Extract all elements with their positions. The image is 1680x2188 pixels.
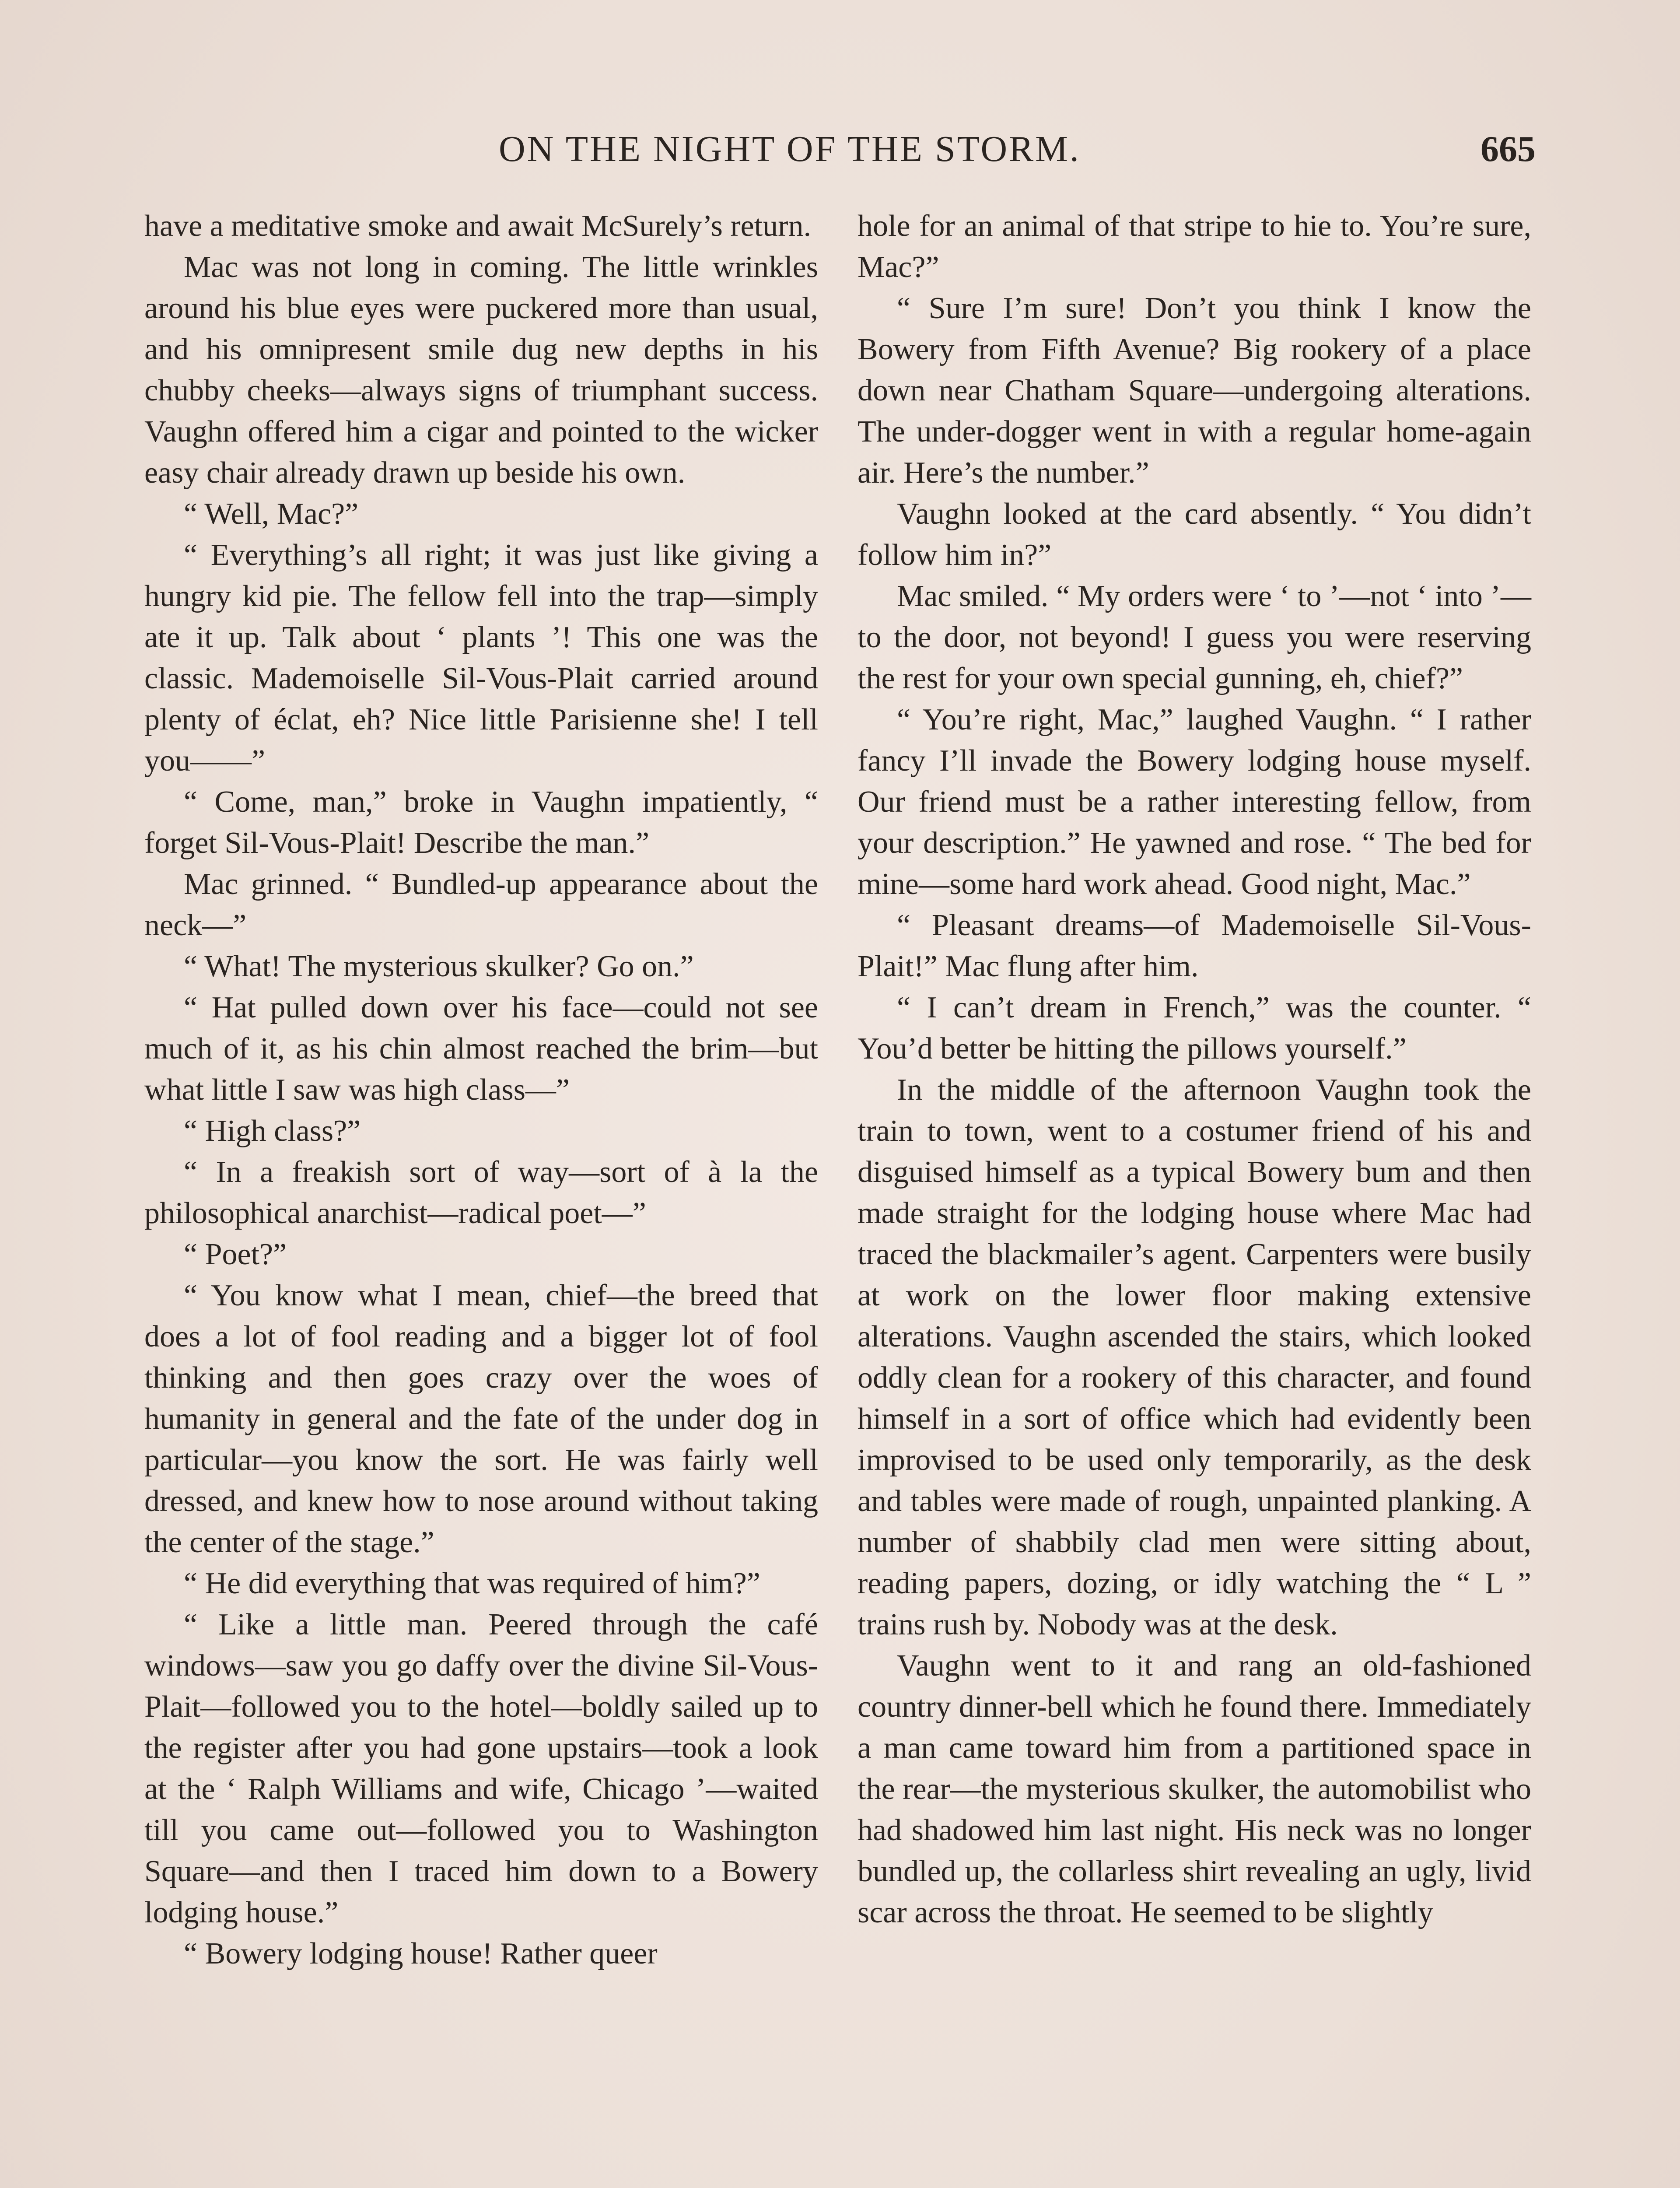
- paragraph: “ Hat pulled down over his face—could not see much of it, as his chin almost reached the brim—but what little I saw was high class—”: [144, 991, 818, 1107]
- paragraph: Mac was not long in coming. The little wrinkles around his blue eyes were puckered more than usual, and his omnipresent smile dug new depths in his chubby cheeks—always signs of triumphant success. Vaughn offered him a cigar and pointed to the wicker easy chair already drawn up beside his own.: [144, 250, 818, 490]
- paragraph: “ In a freakish sort of way—sort of à la the philosophical anarchist—radical poet—”: [144, 1155, 818, 1230]
- paragraph: “ You’re right, Mac,” laughed Vaughn. “ I rather fancy I’ll invade the Bowery lodging house myself. Our friend must be a rather interesting fellow, from your description.” He yawned and rose. “ The bed for mine—some hard work ahead. Good night, Mac.”: [858, 703, 1531, 901]
- paragraph: “ Like a little man. Peered through the café windows—saw you go daffy over the divine Sil-Vous-Plait—followed you to the hotel—boldly sailed up to the register after you had gone upstairs—took a look at the ‘ Ralph Williams and wife, Chicago ’—waited till you came out—followed you to Washington Square—and then I traced him down to a Bowery lodging house.”: [144, 1608, 818, 1929]
- paragraph: In the middle of the afternoon Vaughn took the train to town, went to a costumer friend of his and disguised himself as a typical Bowery bum and then made straight for the lodging house where Mac had traced the blackmailer’s agent. Carpenters were busily at work on the lower floor making extensive alterations. Vaughn ascended the stairs, which looked oddly clean for a rookery of this character, and found himself in a sort of office which had evidently been improvised to be used only temporarily, as the desk and tables were made of rough, unpainted planking. A number of shabbily clad men were sitting about, reading papers, dozing, or idly watching the “ L ” trains rush by. Nobody was at the desk.: [858, 1073, 1531, 1641]
- page-header: [144, 128, 1536, 180]
- paragraph: “ Poet?”: [184, 1238, 287, 1271]
- paragraph: “ Bowery lodging house! Rather queer: [184, 1937, 658, 1971]
- paragraph: “ What! The mysterious skulker? Go on.”: [184, 950, 694, 983]
- paragraph: hole for an animal of that stripe to hie to. You’re sure, Mac?”: [858, 209, 1531, 284]
- paragraph: Mac smiled. “ My orders were ‘ to ’—not ‘ into ’—to the door, not beyond! I guess you were reserving the rest for your own special gunning, eh, chief?”: [858, 579, 1531, 695]
- paragraph: “ You know what I mean, chief—the breed that does a lot of fool reading and a bigger lot of fool thinking and then goes crazy over the woes of humanity in general and the fate of the under dog in particular—you know the sort. He was fairly well dressed, and knew how to nose around without taking the center of the stage.”: [144, 1279, 818, 1559]
- running-title: ON THE NIGHT OF THE STORM.: [499, 129, 1081, 169]
- paragraph: “ Everything’s all right; it was just like giving a hungry kid pie. The fellow fell into the trap—simply ate it up. Talk about ‘ plants ’! This one was the classic. Mademoiselle Sil-Vous-Plait carried around plenty of éclat, eh? Nice little Parisienne she! I tell you——”: [144, 538, 818, 778]
- paragraph: “ Well, Mac?”: [184, 497, 359, 531]
- paragraph: Vaughn looked at the card absently. “ You didn’t follow him in?”: [858, 497, 1531, 572]
- paragraph: “ Sure I’m sure! Don’t you think I know the Bowery from Fifth Avenue? Big rookery of a place down near Chatham Square—undergoing alterations. The under-dogger went in with a regular home-again air. Here’s the number.”: [858, 291, 1531, 490]
- paragraph: “ High class?”: [184, 1114, 361, 1148]
- paragraph: have a meditative smoke and await McSurely’s return.: [144, 209, 811, 243]
- paragraph: “ I can’t dream in French,” was the counter. “ You’d better be hitting the pillows yourself.”: [858, 991, 1531, 1066]
- page-number: 665: [1480, 129, 1536, 169]
- paragraph: “ He did everything that was required of him?”: [184, 1567, 760, 1600]
- paragraph: Vaughn went to it and rang an old-fashioned country dinner-bell which he found there. Immediately a man came toward him from a partitioned space in the rear—the mysterious skulker, the automobilist who had shadowed him last night. His neck was no longer bundled up, the collarless shirt revealing an ugly, livid scar across the throat. He seemed to be slightly: [858, 1649, 1531, 1929]
- right-column: [858, 206, 1531, 1933]
- paragraph: Mac grinned. “ Bundled-up appearance about the neck—”: [144, 867, 818, 942]
- paragraph: “ Pleasant dreams—of Mademoiselle Sil-Vous-Plait!” Mac flung after him.: [858, 908, 1531, 983]
- paragraph: “ Come, man,” broke in Vaughn impatiently, “ forget Sil-Vous-Plait! Describe the man.”: [144, 785, 818, 860]
- left-column: [144, 206, 818, 1974]
